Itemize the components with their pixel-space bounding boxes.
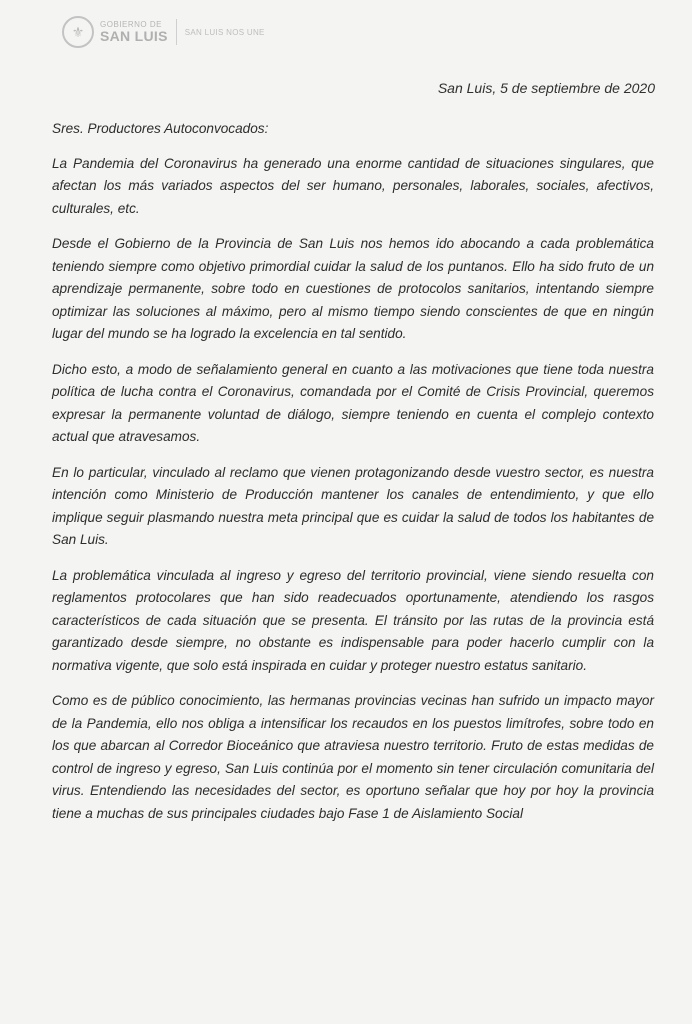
paragraph: La Pandemia del Coronavirus ha generado una enorme cantidad de situaciones singulares, que afectan los más variados aspectos del ser humano, personales, laborales, sociales, afectivos, culturales, etc. — [52, 155, 654, 216]
paragraph: La problemática vinculada al ingreso y egreso del territorio provincial, viene siendo resuelta con reglamentos protocolares que han sido readecuados oportunamente, atendiendo los rasgos característicos de cada situación que se presenta. El tránsito por las rutas de la provincia está garantizado desde siempre, no obstante es indispensable para poder hacerlo cumplir con la normativa vigente, que solo está inspirada en cuidar y proteger nuestro estatus sanitario. — [52, 567, 654, 673]
slogan: SAN LUIS NOS UNE — [184, 27, 265, 37]
letter-date: San Luis, 5 de septiembre de 2020 — [437, 80, 655, 96]
logo-big-text: SAN LUIS — [100, 28, 168, 44]
letter-body — [52, 118, 654, 838]
header-divider — [176, 19, 177, 45]
paragraph: Como es de público conocimiento, las hermanas provincias vecinas han sufrido un impacto mayor de la Pandemia, ello nos obliga a intensificar los recaudos en los puestos limítrofes, sobre todo en los que abarcan al Corredor Bioceánico que atraviesa nuestro territorio. Fruto de estas medidas de control de ingreso y egreso, San Luis continúa por el momento sin tener circulación comunitaria del virus. Entendiendo las necesidades del sector, es oportuno señalar que hoy por hoy la provincia tiene a muchas de sus principales ciudades bajo Fase 1 de Aislamiento Social — [52, 693, 654, 821]
seal-icon: ⚜ — [62, 16, 94, 48]
government-logo — [100, 21, 168, 43]
logo-small-text: GOBIERNO DE — [100, 20, 162, 29]
letterhead — [62, 12, 265, 52]
paragraph: Dicho esto, a modo de señalamiento general en cuanto a las motivaciones que tiene toda nuestra política de lucha contra el Coronavirus, comandada por el Comité de Crisis Provincial, queremos expresar la permanente voluntad de diálogo, siempre teniendo en cuenta el complejo contexto actual que atravesamos. — [52, 361, 654, 444]
paragraph: En lo particular, vinculado al reclamo que vienen protagonizando desde vuestro sector, es nuestra intención como Ministerio de Producción mantener los canales de entendimiento, y que ello implique seguir plasmando nuestra meta principal que es cuidar la salud de todos los habitantes de San Luis. — [52, 464, 654, 547]
salutation: Sres. Productores Autoconvocados: — [52, 121, 269, 136]
paragraph: Desde el Gobierno de la Provincia de San Luis nos hemos ido abocando a cada problemática teniendo siempre como objetivo primordial cuidar la salud de los puntanos. Ello ha sido fruto de un aprendizaje permanente, sobre todo en cuestiones de protocolos sanitarios, intentando siempre optimizar las soluciones al máximo, pero al mismo tiempo siendo conscientes de que en ningún lugar del mundo se ha logrado la excelencia en tal sentido. — [52, 236, 654, 341]
